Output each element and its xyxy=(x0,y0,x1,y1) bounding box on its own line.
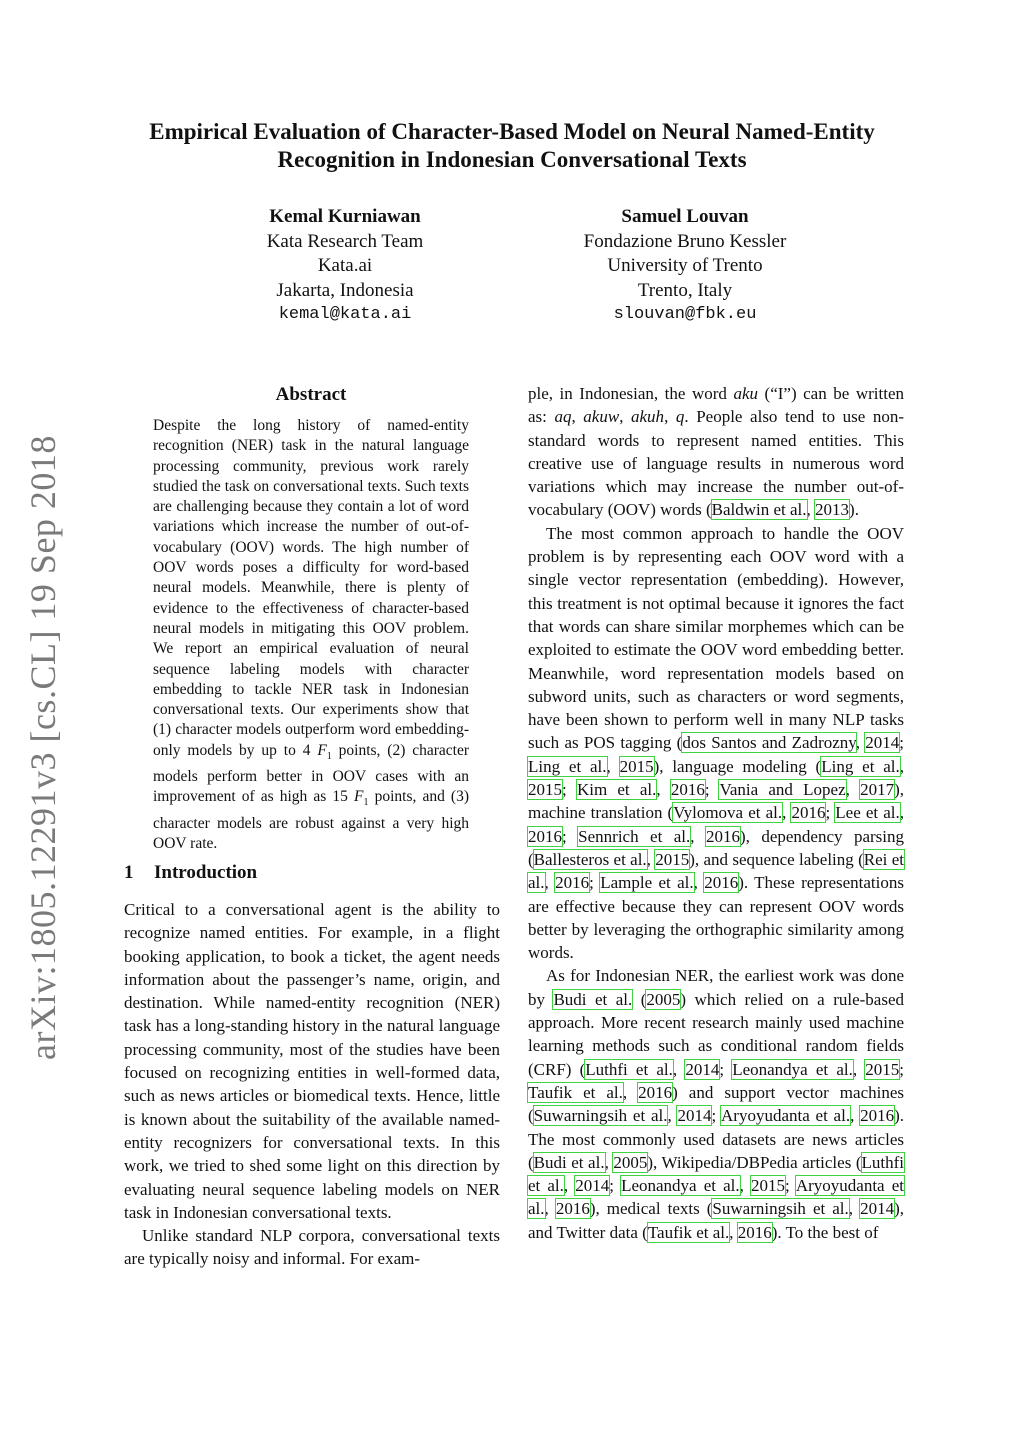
citation-link[interactable]: Taufik et al. xyxy=(528,1082,623,1102)
citation-link[interactable]: Baldwin et al. xyxy=(711,500,807,520)
citation-link[interactable]: Luthfi et al. xyxy=(585,1059,673,1079)
citation-link[interactable]: dos Santos and Zadrozny xyxy=(682,733,856,753)
title-line-1: Empirical Evaluation of Character-Based Model on Neural Named-Entity xyxy=(149,119,875,144)
citation-link[interactable]: Suwarningsih et al. xyxy=(533,1106,668,1126)
abstract-text: points, and (3) character models are robust against a very high OOV rate. xyxy=(153,788,469,853)
citation-year-link[interactable]: 2016 xyxy=(860,1106,895,1126)
citation-link[interactable]: Ling et al. xyxy=(528,756,607,776)
citation-year-link[interactable]: 2015 xyxy=(750,1176,785,1196)
citation-link[interactable]: Vylomova et al. xyxy=(673,803,783,823)
citation-year-link[interactable]: 2016 xyxy=(791,803,826,823)
citation-year-link[interactable]: 2005 xyxy=(613,1152,648,1172)
author-block-2 xyxy=(540,205,830,328)
paper-title xyxy=(110,118,914,174)
citation-link[interactable]: Aryoyudanta et al. xyxy=(721,1106,851,1126)
author-affiliation: Kata Research Team xyxy=(266,230,424,252)
math-subscript: 1 xyxy=(326,750,332,762)
citation-link[interactable]: Taufik et al. xyxy=(647,1222,730,1242)
citation-link[interactable]: Leonandya et al. xyxy=(621,1176,740,1196)
right-column xyxy=(528,382,904,1244)
author-affiliation: University of Trento xyxy=(607,255,763,276)
citation-link[interactable]: Lample et al. xyxy=(600,873,694,893)
author-location: Jakarta, Indonesia xyxy=(276,279,414,301)
paragraph: ple, in Indonesian, the word aku (“I”) can be written as: aq, akuw, akuh, q. People also tend to use non-standard words to represent named entities. This creative use of language results in numerous word variations which may increase the number out-of-vocabulary (OOV) words (Baldwin et al., 2013). xyxy=(528,384,905,520)
author-email[interactable]: kemal@kata.ai xyxy=(278,305,412,324)
citation-link[interactable]: Budi et al. xyxy=(533,1152,605,1172)
author-affiliation: Fondazione Bruno Kessler xyxy=(583,230,787,252)
paragraph: The most common approach to handle the OOV problem is by representing each OOV word with a single vector representation (embedding). However, this treatment is not optimal because it ignores the fact that words can share similar morphemes which can be exploited to estimate the OOV word embedding better. Meanwhile, word representation models based on subword units, such as characters or word segments, have been shown to perform well in many NLP tasks such as POS tagging (dos Santos and Zadrozny, 2014; Ling et al., 2015), language modeling (Ling et al., 2015; Kim et al., 2016; Vania and Lopez, 2017), machine translation (Vylomova et al., 2016; Lee et al., 2016; Sennrich et al., 2016), dependency parsing (Ballesteros et al., 2015), and sequence labeling (Rei et al., 2016; Lample et al., 2016). These representations are effective because they can represent OOV words better by leveraging the orthographic similarity among words. xyxy=(528,523,905,963)
citation-year-link[interactable]: 2016 xyxy=(555,1199,590,1219)
citation-year-link[interactable]: 2016 xyxy=(555,873,590,893)
citation-year-link[interactable]: 2015 xyxy=(528,780,562,800)
citation-link[interactable]: Leonandya et al. xyxy=(732,1059,853,1079)
citation-year-link[interactable]: 2014 xyxy=(860,1199,895,1219)
citation-year-link[interactable]: 2016 xyxy=(737,1222,772,1242)
citation-link[interactable]: Aryoyudanta et al. xyxy=(528,1176,904,1219)
arxiv-side-stamp: arXiv:1805.12291v3 [cs.CL] 19 Sep 2018 xyxy=(23,435,63,1060)
author-name: Samuel Louvan xyxy=(621,206,749,227)
citation-link[interactable]: Kim et al. xyxy=(576,780,657,800)
abstract-text: Despite the long history of named-entity recognition (NER) task in the natural language processing community, previous work rarely studied the task on conversational texts. Such texts are challenging because they contain a lot of word variations which increase the number of out-of-vocabulary (OOV) words. The high number of OOV words poses a difficulty for word-based neural models. Meanwhile, there is plenty of evidence to the effectiveness of character-based neural models in mitigating this OOV problem. We report an empirical evaluation of neural sequence labeling models with character embedding to tackle NER task in Indonesian conversational texts. Our experiments show that (1) character models outperform word embedding-only models by up to 4 xyxy=(153,417,469,759)
citation-year-link[interactable]: 2015 xyxy=(619,756,654,776)
citation-year-link[interactable]: 2014 xyxy=(685,1059,720,1079)
citation-year-link[interactable]: 2016 xyxy=(528,826,562,846)
citation-year-link[interactable]: 2013 xyxy=(815,500,850,520)
citation-year-link[interactable]: 2014 xyxy=(575,1176,610,1196)
citation-link[interactable]: Lee et al. xyxy=(835,803,900,823)
citation-link[interactable]: Budi et al. xyxy=(553,989,633,1009)
citation-link[interactable]: Sennrich et al. xyxy=(578,826,691,846)
citation-link[interactable]: Suwarningsih et al. xyxy=(712,1199,849,1219)
citation-link[interactable]: Vania and Lopez xyxy=(719,780,846,800)
citation-year-link[interactable]: 2014 xyxy=(865,733,900,753)
citation-year-link[interactable]: 2014 xyxy=(677,1106,712,1126)
title-line-2: Recognition in Indonesian Conversational Texts xyxy=(277,147,747,172)
author-email[interactable]: slouvan@fbk.eu xyxy=(613,305,757,324)
math-subscript: 1 xyxy=(363,797,369,809)
abstract-text: points, (2) character models perform better in OOV cases with an improvement of as high as 15 xyxy=(153,741,470,806)
abstract-body xyxy=(153,416,469,854)
citation-link[interactable]: Ling et al. xyxy=(821,756,900,776)
paragraph: Critical to a conversational agent is the ability to recognize named entities. For example, in a flight booking application, to book a ticket, the agent needs information about the passenger’s name, origin, and destination. While named-entity recognition (NER) task has a long-standing history in the natural language processing community, most of the studies have been focused on recognizing entities in well-formed data, such as news articles or biomedical texts. Hence, little is known about the suitability of the available named-entity recognizers for conversational texts. In this work, we tried to shed some light on this direction by evaluating neural sequence labeling models on NER task in Indonesian conversational texts. xyxy=(124,900,500,1222)
math-f: F xyxy=(354,788,364,806)
citation-link[interactable]: Luthfi et al. xyxy=(528,1152,905,1196)
citation-year-link[interactable]: 2016 xyxy=(705,826,740,846)
citation-year-link[interactable]: 2015 xyxy=(655,849,690,869)
citation-year-link[interactable]: 2005 xyxy=(646,989,681,1009)
math-f: F xyxy=(317,741,327,759)
paragraph: As for Indonesian NER, the earliest work was done by Budi et al. (2005) which relied on a rule-based approach. More recent research mainly used machine learning methods such as conditional random fields (CRF) (Luthfi et al., 2014; Leonandya et al., 2015; Taufik et al., 2016) and support vector machines (Suwarningsih et al., 2014; Aryoyudanta et al., 2016). The most commonly used datasets are news articles (Budi et al., 2005), Wikipedia/DBPedia articles (Luthfi et al., 2014; Leonandya et al., 2015; Aryoyudanta et al., 2016), medical texts (Suwarningsih et al., 2014), and Twitter data (Taufik et al., 2016). To the best of xyxy=(528,966,905,1242)
paragraph: Unlike standard NLP corpora, conversational texts are typically noisy and informal. For exam- xyxy=(124,1226,500,1269)
left-column xyxy=(124,898,500,1271)
citation-link[interactable]: Ballesteros et al. xyxy=(533,849,647,869)
citation-year-link[interactable]: 2015 xyxy=(865,1059,900,1079)
author-name: Kemal Kurniawan xyxy=(269,206,421,227)
author-location: Trento, Italy xyxy=(637,279,733,301)
citation-link[interactable]: Rei et al. xyxy=(528,849,904,893)
section-number: 1 xyxy=(124,862,134,883)
section-title: Introduction xyxy=(154,862,258,883)
citation-year-link[interactable]: 2017 xyxy=(860,780,895,800)
citation-year-link[interactable]: 2016 xyxy=(704,873,739,893)
abstract-heading: Abstract xyxy=(275,384,347,405)
citation-year-link[interactable]: 2016 xyxy=(638,1082,673,1102)
author-block-1 xyxy=(215,205,475,328)
citation-year-link[interactable]: 2016 xyxy=(670,780,705,800)
section-heading xyxy=(124,862,257,884)
author-affiliation: Kata.ai xyxy=(317,255,373,276)
